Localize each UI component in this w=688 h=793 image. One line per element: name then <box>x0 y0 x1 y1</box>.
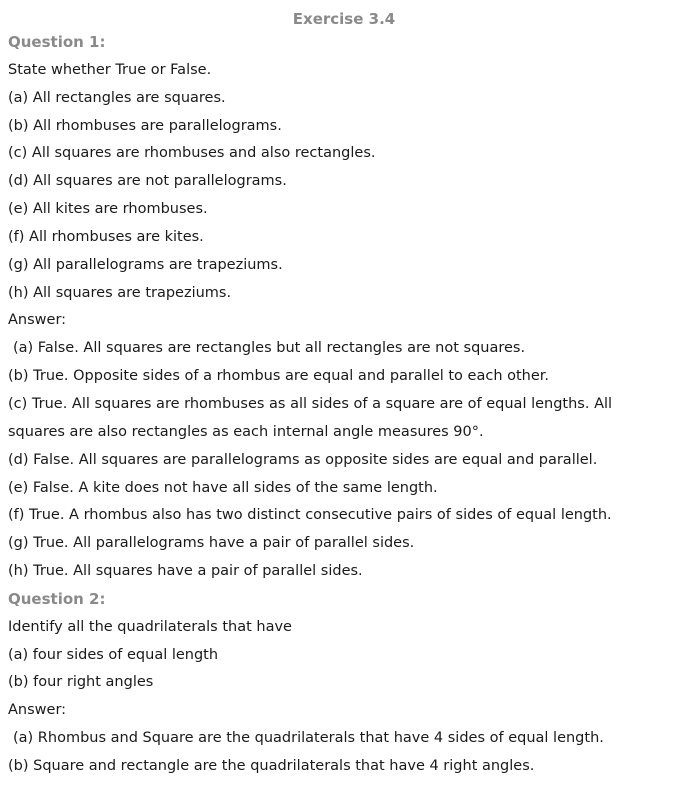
question-1-item-e: (e) All kites are rhombuses. <box>8 201 208 218</box>
question-1-heading: Question 1: <box>8 33 106 51</box>
question-1-item-c: (c) All squares are rhombuses and also rectangles. <box>8 145 376 162</box>
question-2-heading: Question 2: <box>8 589 106 608</box>
question-1-item-f: (f) All rhombuses are kites. <box>8 228 204 245</box>
question-1-answer-g: (g) True. All parallelograms have a pair of parallel sides. <box>8 535 415 552</box>
question-1-answer-c: (c) True. All squares are rhombuses as all sides of a square are of equal lengths. All <box>8 395 613 412</box>
question-1-answer-f: (f) True. A rhombus also has two distinct consecutive pairs of sides of equal length. <box>8 507 612 524</box>
question-2-item-b: (b) four right angles <box>8 674 154 691</box>
question-1-answer-a: (a) False. All squares are rectangles but all rectangles are not squares. <box>13 340 526 357</box>
question-1-answer-c-cont: squares are also rectangles as each internal angle measures 90°. <box>8 423 484 440</box>
question-1-answer-h: (h) True. All squares have a pair of parallel sides. <box>8 563 363 580</box>
question-1-item-d: (d) All squares are not parallelograms. <box>8 173 287 190</box>
question-1-item-g: (g) All parallelograms are trapeziums. <box>8 256 283 273</box>
exercise-title: Exercise 3.4 <box>292 10 396 28</box>
question-1-item-h: (h) All squares are trapeziums. <box>8 284 232 301</box>
question-1-item-b: (b) All rhombuses are parallelograms. <box>8 117 282 134</box>
content <box>0 29 688 781</box>
question-2-answer-a: (a) Rhombus and Square are the quadrilaterals that have 4 sides of equal length. <box>13 730 604 747</box>
question-2-item-a: (a) four sides of equal length <box>8 646 219 663</box>
question-1-answer-e: (e) False. A kite does not have all sides of the same length. <box>8 479 438 496</box>
question-1-answer-b: (b) True. Opposite sides of a rhombus are equal and parallel to each other. <box>8 368 550 385</box>
question-1-answer-label: Answer: <box>8 312 67 329</box>
question-2-answer-label: Answer: <box>8 702 67 719</box>
question-1-answer-d: (d) False. All squares are parallelograms as opposite sides are equal and parallel. <box>8 451 598 468</box>
question-1-prompt: State whether True or False. <box>8 61 212 78</box>
question-1-item-a: (a) All rectangles are squares. <box>8 89 226 106</box>
question-2-prompt: Identify all the quadrilaterals that have <box>8 618 292 635</box>
question-2-answer-b: (b) Square and rectangle are the quadrilaterals that have 4 right angles. <box>8 757 535 774</box>
